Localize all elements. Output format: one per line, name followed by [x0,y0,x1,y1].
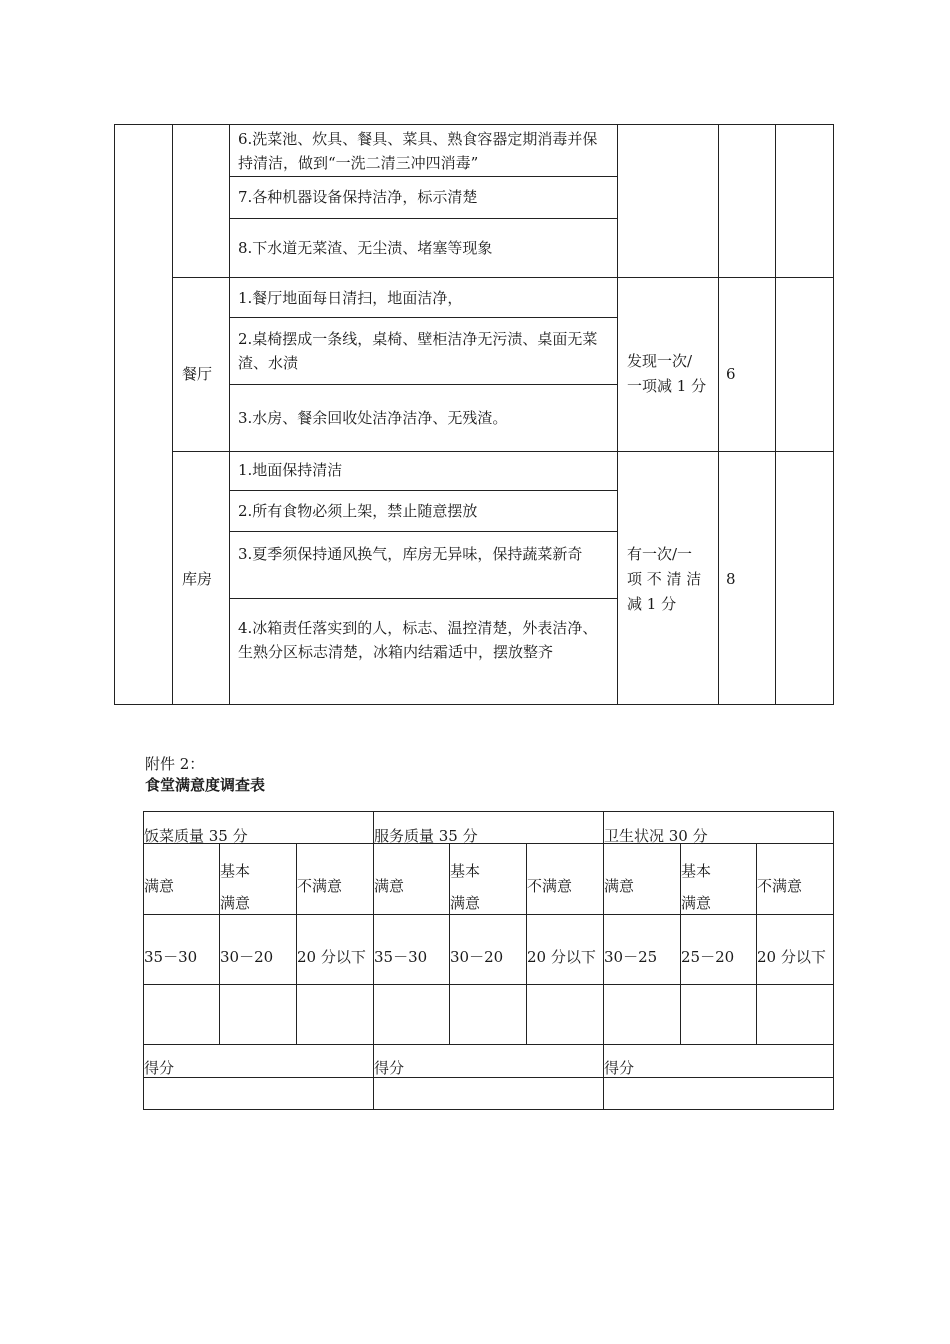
range-cell: 20 分以下 [757,948,826,966]
score-label: 得分 [604,1059,635,1077]
level-basic: 基本 [681,862,712,880]
range-cell: 30－20 [220,948,274,966]
deduction-rule: 发现一次/ [627,352,693,370]
range-cell: 30－25 [604,948,658,966]
score-label: 得分 [144,1059,175,1077]
score-label: 得分 [374,1059,405,1077]
level-satisfied: 满意 [374,877,405,895]
range-cell: 30－20 [450,948,504,966]
table-cell: 8.下水道无菜渣、无尘渍、堵塞等现象 [238,239,493,257]
level-basic: 基本 [450,862,481,880]
deduction-rule: 项 不 清 洁 [627,570,702,588]
deduction-rule: 减 1 分 [627,595,677,613]
table-cell: 3.夏季须保持通风换气，库房无异味，保持蔬菜新奇 [238,545,583,563]
table-cell: 6.洗菜池、炊具、餐具、菜具、熟食容器定期消毒并保持清洁，做到“一洗二清三冲四消毒” [238,130,598,172]
level-satisfied: 满意 [604,877,635,895]
group-header: 饭菜质量 35 分 [144,827,248,845]
range-cell: 20 分以下 [527,948,596,966]
deduction-rule: 一项减 1 分 [627,377,707,395]
level-unsatisfied: 不满意 [757,877,803,895]
table-cell: 2.桌椅摆成一条线，桌椅、壁柜洁净无污渍、桌面无菜渣、水渍 [238,330,598,372]
table-cell: 4.冰箱责任落实到的人，标志、温控清楚，外表洁净、生熟分区标志清楚，冰箱内结霜适中，摆放整齐 [238,619,598,661]
score-value: 8 [726,570,736,588]
range-cell: 20 分以下 [297,948,366,966]
level-basic: 满意 [220,894,251,912]
deduction-rule: 有一次/一 [627,545,693,563]
level-unsatisfied: 不满意 [527,877,573,895]
table-cell: 1.地面保持清洁 [238,461,343,479]
level-satisfied: 满意 [144,877,175,895]
range-cell: 25－20 [681,948,735,966]
category-dining: 餐厅 [182,365,213,383]
table-cell: 7.各种机器设备保持洁净，标示清楚 [238,188,478,206]
range-cell: 35－30 [144,948,198,966]
group-header: 服务质量 35 分 [374,827,478,845]
survey-title: 食堂满意度调查表 [145,776,266,794]
category-storage: 库房 [182,570,213,588]
group-header: 卫生状况 30 分 [604,827,708,845]
table-cell: 3.水房、餐余回收处洁净洁净、无残渣。 [238,409,508,427]
score-value: 6 [726,365,736,383]
level-basic: 满意 [681,894,712,912]
table-cell: 2.所有食物必须上架，禁止随意摆放 [238,502,478,520]
level-unsatisfied: 不满意 [297,877,343,895]
range-cell: 35－30 [374,948,428,966]
appendix-label: 附件 2： [145,755,205,773]
level-basic: 满意 [450,894,481,912]
table-cell: 1.餐厅地面每日清扫，地面洁净， [238,289,463,307]
level-basic: 基本 [220,862,251,880]
